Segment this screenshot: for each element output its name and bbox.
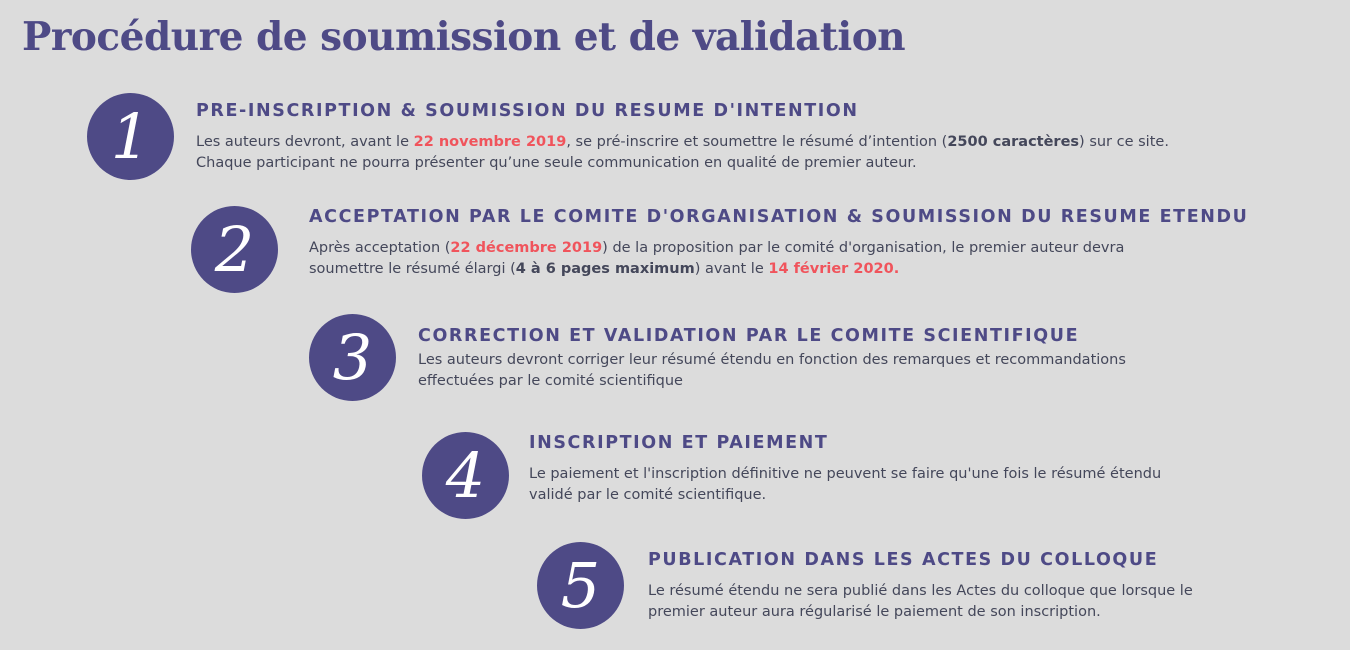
step-number: 1	[110, 99, 151, 173]
step-title: ACCEPTATION PAR LE COMITE D'ORGANISATION & SOUMISSION DU RESUME ETENDU	[309, 207, 1249, 227]
text: Le résumé étendu ne sera publié dans les Actes du colloque que lorsque le	[648, 583, 1193, 599]
text: premier auteur aura régularisé le paiement de son inscription.	[648, 604, 1101, 620]
text: Les auteurs devront, avant le	[196, 134, 414, 150]
step-number-badge	[422, 432, 509, 519]
text: soumettre le résumé élargi (	[309, 261, 516, 277]
step-number-badge	[87, 93, 174, 180]
step-description	[648, 581, 1328, 623]
page-title: Procédure de soumission et de validation	[22, 14, 906, 60]
text: Le paiement et l'inscription définitive ne peuvent se faire qu'une fois le résumé étendu	[529, 466, 1162, 482]
step-description	[196, 132, 1296, 174]
text: Après acceptation (	[309, 240, 451, 256]
emphasis: 4 à 6 pages maximum	[515, 261, 695, 277]
step-description	[309, 238, 1309, 280]
step-number-badge	[191, 206, 278, 293]
step-title: PRE-INSCRIPTION & SOUMISSION DU RESUME D'INTENTION	[196, 101, 859, 121]
step-number: 2	[214, 212, 255, 286]
text: effectuées par le comité scientifique	[418, 373, 683, 389]
text: ) de la proposition par le comité d'organisation, le premier auteur devra	[602, 240, 1125, 256]
step-description	[529, 464, 1309, 506]
text: , se pré-inscrire et soumettre le résumé d’intention (	[566, 134, 948, 150]
step-title: CORRECTION ET VALIDATION PAR LE COMITE SCIENTIFIQUE	[418, 326, 1080, 346]
deadline-date: 22 novembre 2019	[413, 134, 567, 150]
step-description	[418, 350, 1318, 392]
step-number: 3	[332, 320, 373, 394]
step-number-badge	[309, 314, 396, 401]
step-title: PUBLICATION DANS LES ACTES DU COLLOQUE	[648, 550, 1159, 570]
step-title: INSCRIPTION ET PAIEMENT	[529, 433, 829, 453]
step-number: 4	[445, 438, 486, 512]
text: Chaque participant ne pourra présenter qu’une seule communication en qualité de premier auteur.	[196, 155, 917, 171]
text: ) sur ce site.	[1079, 134, 1169, 150]
step-number-badge	[537, 542, 624, 629]
deadline-date: 14 février 2020.	[768, 261, 900, 277]
text: ) avant le	[694, 261, 769, 277]
emphasis: 2500 caractères	[947, 134, 1080, 150]
text: Les auteurs devront corriger leur résumé étendu en fonction des remarques et recommandations	[418, 352, 1126, 368]
text: validé par le comité scientifique.	[529, 487, 767, 503]
step-number: 5	[560, 548, 601, 622]
deadline-date: 22 décembre 2019	[450, 240, 603, 256]
